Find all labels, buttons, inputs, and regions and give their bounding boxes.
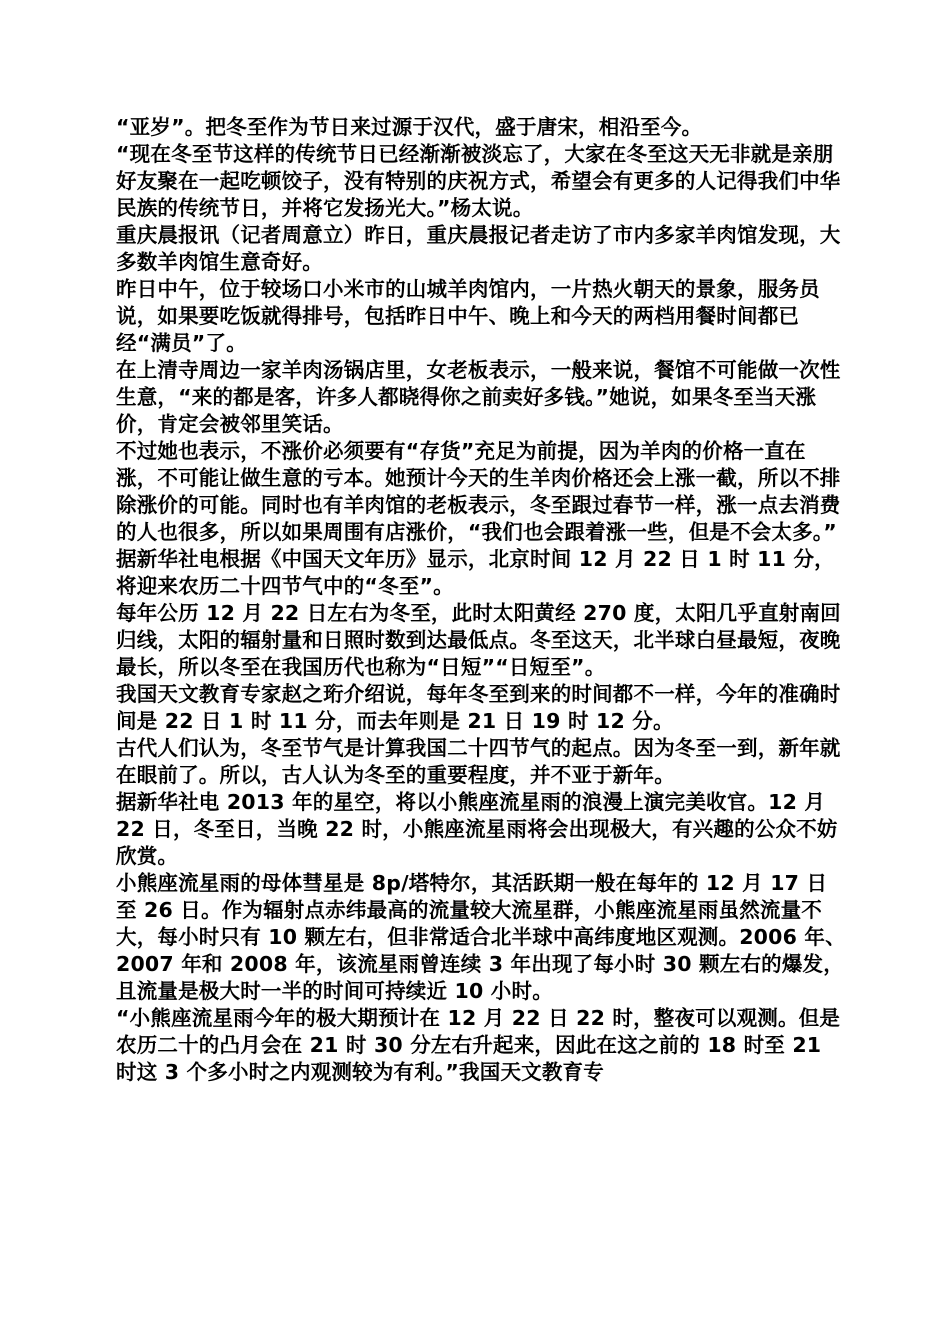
paragraph: “亚岁”。把冬至作为节日来过源于汉代，盛于唐宋，相沿至今。	[116, 115, 703, 139]
paragraph: 昨日中午，位于较场口小米市的山城羊肉馆内，一片热火朝天的景象，服务员说，如果要吃饭就得排号，包括昨日中午、晚上和今天的两档用餐时间都已经“满员”了。	[116, 277, 820, 355]
paragraph: “小熊座流星雨今年的极大期预计在 12 月 22 日 22 时，整夜可以观测。但是农历二十的凸月会在 21 时 30 分左右升起来，因此在这之前的 18 时至 21 时这 3 个多小时之内观测较为有利。”我国天文教育专	[116, 1006, 841, 1084]
paragraph: 小熊座流星雨的母体彗星是 8p/塔特尔，其活跃期一般在每年的 12 月 17 日至 26 日。作为辐射点赤纬最高的流量较大流星群，小熊座流星雨虽然流量不大，每小时只有 10 颗左右，但非常适合北半球中高纬度地区观测。2006 年、2007 年和 2008 年，该流星雨曾连续 3 年出现了每小时 30 颗左右的爆发，且流量是极大时一半的时间可持续近 10 小时。	[116, 871, 846, 1003]
paragraph: 据新华社电根据《中国天文年历》显示，北京时间 12 月 22 日 1 时 11 分，将迎来农历二十四节气中的“冬至”。	[116, 547, 835, 598]
paragraph: 重庆晨报讯（记者周意立）昨日，重庆晨报记者走访了市内多家羊肉馆发现，大多数羊肉馆生意奇好。	[116, 223, 841, 274]
paragraph: “现在冬至节这样的传统节日已经渐渐被淡忘了，大家在冬至这天无非就是亲朋好友聚在一起吃顿饺子，没有特别的庆祝方式，希望会有更多的人记得我们中华民族的传统节日，并将它发扬光大。”杨太说。	[116, 142, 841, 220]
paragraph: 在上清寺周边一家羊肉汤锅店里，女老板表示，一般来说，餐馆不可能做一次性生意，“来的都是客，许多人都晓得你之前卖好多钱。”她说，如果冬至当天涨价，肯定会被邻里笑话。	[116, 358, 841, 436]
paragraph: 每年公历 12 月 22 日左右为冬至，此时太阳黄经 270 度，太阳几乎直射南回归线，太阳的辐射量和日照时数到达最低点。冬至这天，北半球白昼最短，夜晚最长，所以冬至在我国历代也称为“日短”“日短至”。	[116, 601, 841, 679]
document-body	[116, 114, 846, 1086]
paragraph: 古代人们认为，冬至节气是计算我国二十四节气的起点。因为冬至一到，新年就在眼前了。所以，古人认为冬至的重要程度，并不亚于新年。	[116, 736, 841, 787]
paragraph: 据新华社电 2013 年的星空，将以小熊座流星雨的浪漫上演完美收官。12 月 22 日，冬至日，当晚 22 时，小熊座流星雨将会出现极大，有兴趣的公众不妨欣赏。	[116, 790, 838, 868]
paragraph: 我国天文教育专家赵之珩介绍说，每年冬至到来的时间都不一样，今年的准确时间是 22 日 1 时 11 分，而去年则是 21 日 19 时 12 分。	[116, 682, 841, 733]
paragraph: 不过她也表示，不涨价必须要有“存货”充足为前提，因为羊肉的价格一直在涨，不可能让做生意的亏本。她预计今天的生羊肉价格还会上涨一截，所以不排除涨价的可能。同时也有羊肉馆的老板表示，冬至跟过春节一样，涨一点去消费的人也很多，所以如果周围有店涨价，“我们也会跟着涨一些，但是不会太多。”	[116, 439, 841, 544]
